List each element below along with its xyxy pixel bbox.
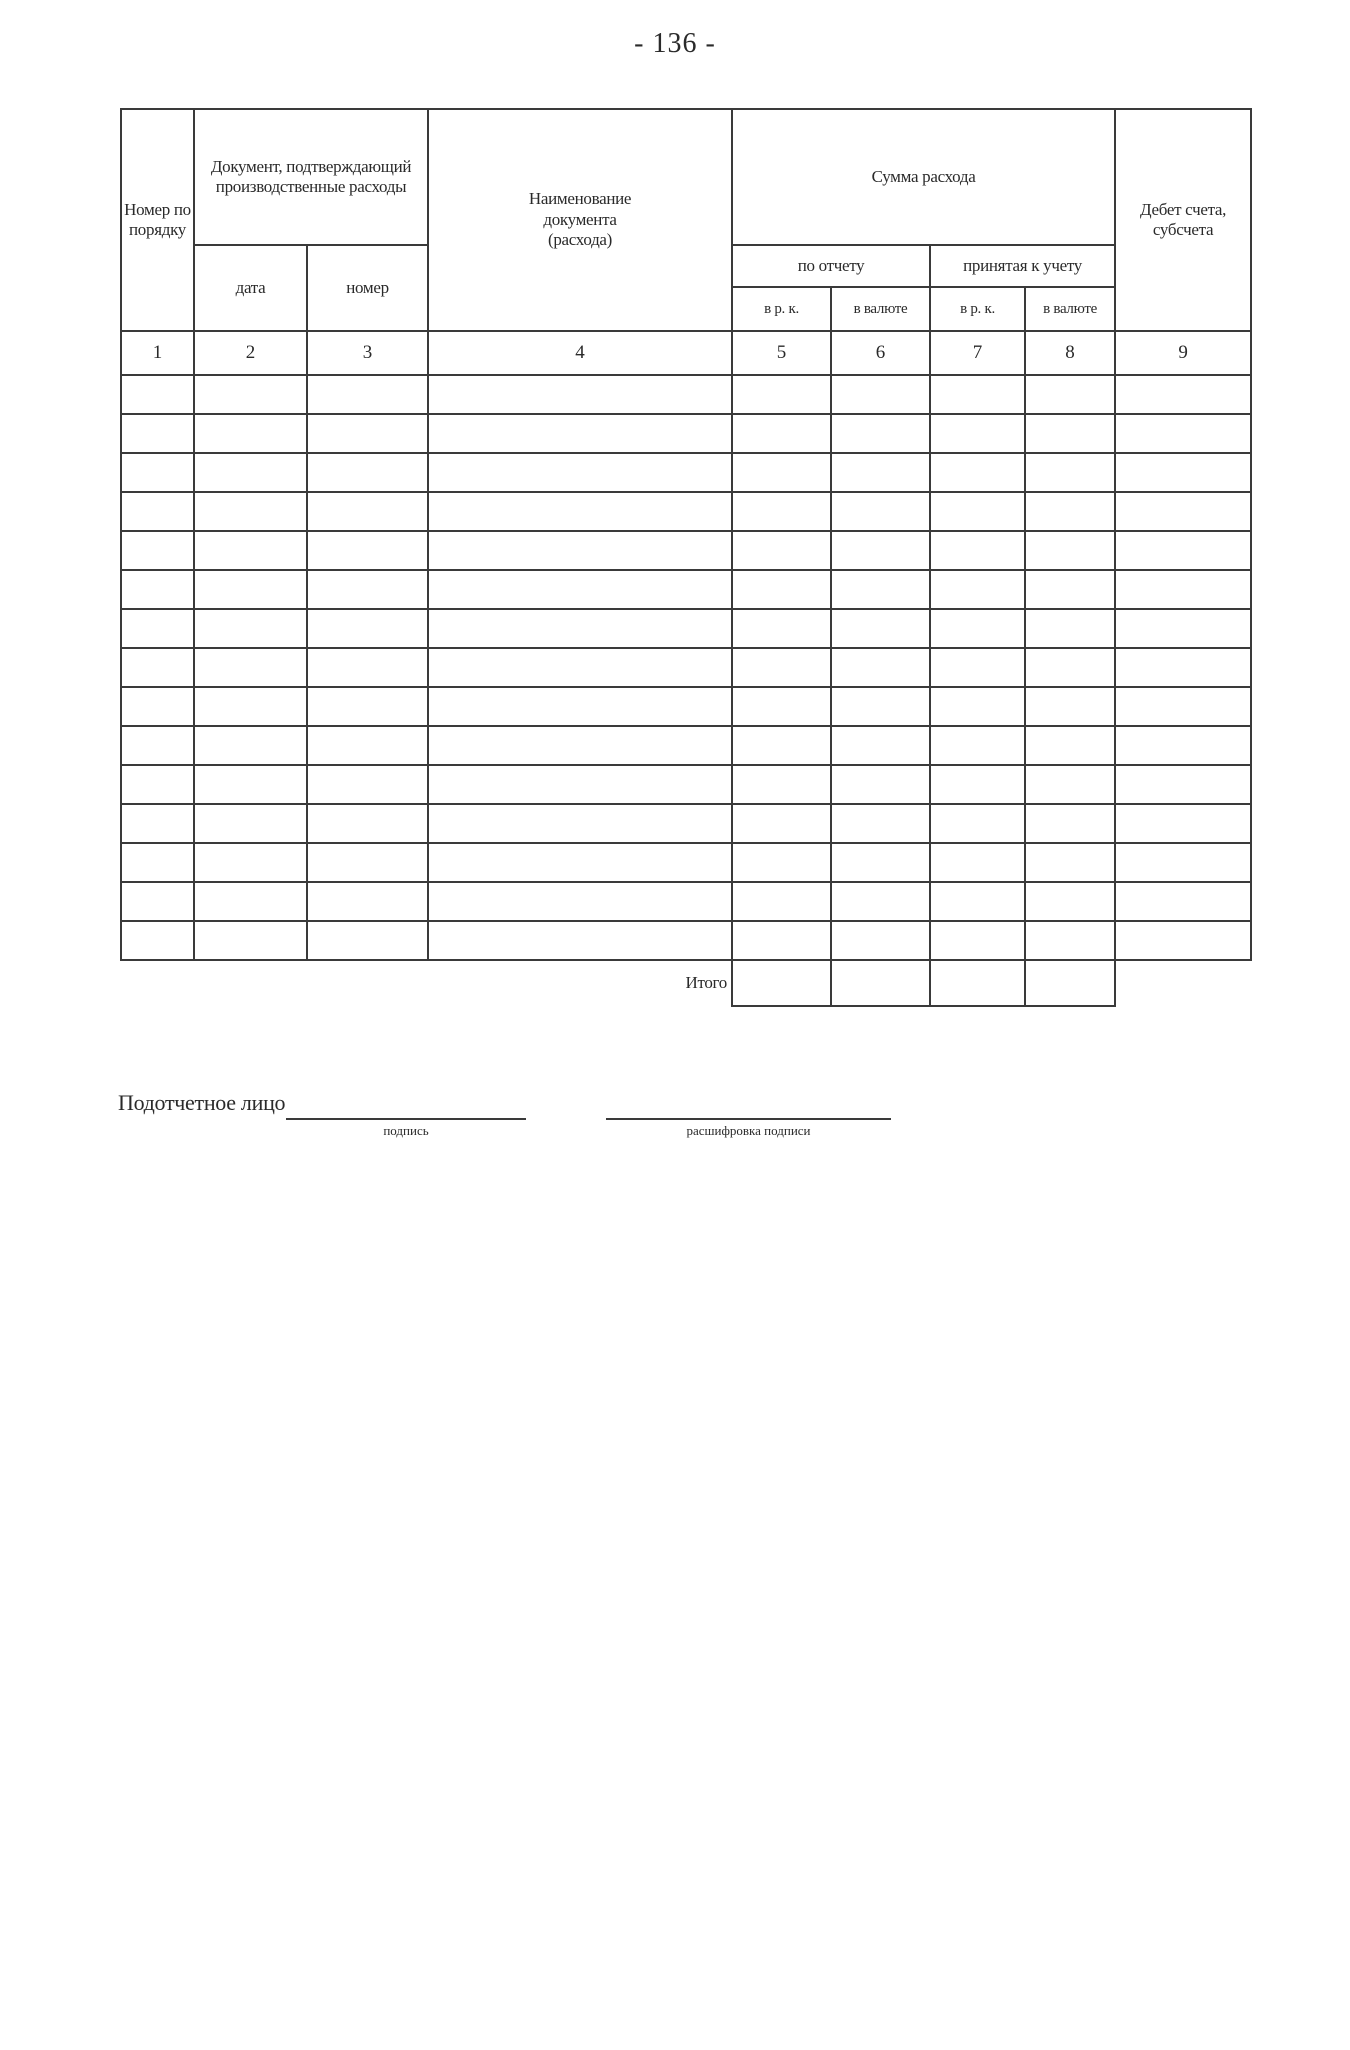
table-cell[interactable]: [428, 531, 732, 570]
table-cell[interactable]: [732, 609, 831, 648]
table-cell[interactable]: [428, 843, 732, 882]
table-cell[interactable]: [121, 609, 194, 648]
table-cell[interactable]: [121, 648, 194, 687]
table-cell[interactable]: [1025, 609, 1115, 648]
table-cell[interactable]: [1115, 765, 1251, 804]
table-row: [121, 570, 1251, 609]
column-number: 8: [1025, 331, 1115, 375]
header-number: Номер по порядку: [121, 109, 194, 331]
table-cell[interactable]: [121, 414, 194, 453]
table-cell[interactable]: [194, 687, 307, 726]
table-cell[interactable]: [732, 414, 831, 453]
table-cell[interactable]: [1115, 492, 1251, 531]
total-empty: [1115, 960, 1251, 1006]
table-row: [121, 453, 1251, 492]
table-cell[interactable]: [1025, 570, 1115, 609]
column-number: 5: [732, 331, 831, 375]
table-cell[interactable]: [732, 375, 831, 414]
header-date: дата: [194, 245, 307, 331]
table-cell[interactable]: [831, 609, 930, 648]
table-cell[interactable]: [121, 687, 194, 726]
table-cell[interactable]: [930, 726, 1025, 765]
table-cell[interactable]: [1115, 726, 1251, 765]
header-document-group: Документ, подтверждающий производственные расходы: [194, 109, 428, 245]
table-cell[interactable]: [121, 804, 194, 843]
table-cell[interactable]: [1025, 843, 1115, 882]
table-cell[interactable]: [831, 921, 930, 960]
page-number: - 136 -: [634, 28, 716, 59]
table-cell[interactable]: [1115, 687, 1251, 726]
table-cell[interactable]: [1115, 453, 1251, 492]
table-cell[interactable]: [121, 765, 194, 804]
table-cell[interactable]: [307, 375, 428, 414]
table-row: [121, 648, 1251, 687]
table-cell[interactable]: [307, 492, 428, 531]
table-cell[interactable]: [428, 609, 732, 648]
table-cell[interactable]: [428, 570, 732, 609]
table-cell[interactable]: [930, 687, 1025, 726]
table-cell[interactable]: [1025, 765, 1115, 804]
table-cell[interactable]: [930, 492, 1025, 531]
table-cell[interactable]: [732, 453, 831, 492]
table-row: [121, 882, 1251, 921]
table-cell[interactable]: [121, 921, 194, 960]
table-row: [121, 531, 1251, 570]
table-cell[interactable]: [831, 375, 930, 414]
table-cell[interactable]: [930, 453, 1025, 492]
table-cell[interactable]: [194, 648, 307, 687]
signature-decoding-caption: расшифровка подписи: [686, 1123, 811, 1138]
table-cell[interactable]: [307, 882, 428, 921]
table-cell[interactable]: [1115, 921, 1251, 960]
table-cell[interactable]: [194, 375, 307, 414]
table-cell[interactable]: [1025, 375, 1115, 414]
column-number: 4: [428, 331, 732, 375]
table-cell[interactable]: [930, 531, 1025, 570]
table-cell[interactable]: [1025, 492, 1115, 531]
table-cell[interactable]: [1025, 687, 1115, 726]
table-cell[interactable]: [194, 882, 307, 921]
table-cell[interactable]: [428, 375, 732, 414]
table-cell[interactable]: [831, 648, 930, 687]
table-cell[interactable]: [307, 609, 428, 648]
table-cell[interactable]: [428, 921, 732, 960]
table-row: [121, 804, 1251, 843]
table-cell[interactable]: [831, 804, 930, 843]
table-cell[interactable]: [732, 843, 831, 882]
table-cell[interactable]: [428, 492, 732, 531]
table-cell[interactable]: [732, 570, 831, 609]
signature-line[interactable]: [286, 1118, 526, 1120]
table-cell[interactable]: [121, 570, 194, 609]
table-cell[interactable]: [831, 531, 930, 570]
table-cell[interactable]: [831, 453, 930, 492]
table-cell[interactable]: [831, 765, 930, 804]
table-cell[interactable]: [831, 492, 930, 531]
table-cell[interactable]: [428, 453, 732, 492]
table-cell[interactable]: [732, 687, 831, 726]
table-cell[interactable]: [428, 804, 732, 843]
table-cell[interactable]: [732, 492, 831, 531]
column-number: 2: [194, 331, 307, 375]
table-cell[interactable]: [121, 531, 194, 570]
column-number: 1: [121, 331, 194, 375]
table-cell[interactable]: [307, 843, 428, 882]
table-cell[interactable]: [194, 453, 307, 492]
header-per-report: по отчету: [732, 245, 930, 287]
table-cell[interactable]: [1025, 531, 1115, 570]
table-cell[interactable]: [930, 375, 1025, 414]
table-cell[interactable]: [1115, 570, 1251, 609]
column-number: 6: [831, 331, 930, 375]
table-cell[interactable]: [121, 843, 194, 882]
total-cell[interactable]: [831, 960, 930, 1006]
table-cell[interactable]: [1115, 648, 1251, 687]
table-cell[interactable]: [307, 765, 428, 804]
table-row: [121, 492, 1251, 531]
header-in-rub-2: в р. к.: [930, 287, 1025, 331]
signature-caption: подпись: [383, 1123, 429, 1138]
table-cell[interactable]: [428, 648, 732, 687]
table-cell[interactable]: [307, 648, 428, 687]
table-cell[interactable]: [121, 492, 194, 531]
table-cell[interactable]: [1115, 531, 1251, 570]
table-cell[interactable]: [732, 882, 831, 921]
table-row: [121, 765, 1251, 804]
table-cell[interactable]: [307, 726, 428, 765]
column-number: 3: [307, 331, 428, 375]
table-cell[interactable]: [307, 687, 428, 726]
table-cell[interactable]: [194, 921, 307, 960]
table-cell[interactable]: [930, 804, 1025, 843]
total-cell[interactable]: [1025, 960, 1115, 1006]
table-cell[interactable]: [831, 843, 930, 882]
table-cell[interactable]: [307, 453, 428, 492]
table-row: [121, 414, 1251, 453]
header-doc-number: номер: [307, 245, 428, 331]
table-cell[interactable]: [732, 648, 831, 687]
table-cell[interactable]: [831, 882, 930, 921]
table-cell[interactable]: [194, 726, 307, 765]
table-cell[interactable]: [732, 531, 831, 570]
column-number: 7: [930, 331, 1025, 375]
table-cell[interactable]: [428, 726, 732, 765]
table-row: [121, 609, 1251, 648]
header-in-rub-1: в р. к.: [732, 287, 831, 331]
table-cell[interactable]: [831, 414, 930, 453]
table-cell[interactable]: [194, 570, 307, 609]
table-row: [121, 687, 1251, 726]
table-cell[interactable]: [194, 531, 307, 570]
table-cell[interactable]: [1115, 843, 1251, 882]
table-cell[interactable]: [194, 609, 307, 648]
table-row: [121, 375, 1251, 414]
table-cell[interactable]: [194, 843, 307, 882]
table-cell[interactable]: [930, 843, 1025, 882]
table-cell[interactable]: [930, 921, 1025, 960]
table-row: [121, 921, 1251, 960]
table-cell[interactable]: [121, 882, 194, 921]
signature-decoding-line[interactable]: [606, 1118, 891, 1120]
table-cell[interactable]: [831, 570, 930, 609]
header-expense-sum: Сумма расхода: [732, 109, 1115, 245]
table-cell[interactable]: [307, 570, 428, 609]
header-document-name: Наименование документа (расхода): [428, 109, 732, 331]
table-cell[interactable]: [930, 414, 1025, 453]
table-cell[interactable]: [428, 765, 732, 804]
table-cell[interactable]: [1025, 453, 1115, 492]
table-cell[interactable]: [307, 804, 428, 843]
table-cell[interactable]: [1115, 414, 1251, 453]
expense-report-table: [120, 108, 1252, 1007]
table-cell[interactable]: [732, 726, 831, 765]
table-cell[interactable]: [307, 414, 428, 453]
table-cell[interactable]: [194, 804, 307, 843]
table-cell[interactable]: [930, 765, 1025, 804]
table-cell[interactable]: [1115, 375, 1251, 414]
table-cell[interactable]: [1115, 882, 1251, 921]
table-cell[interactable]: [1025, 414, 1115, 453]
table-cell[interactable]: [194, 414, 307, 453]
table-cell[interactable]: [428, 882, 732, 921]
signature-label: Подотчетное лицо: [118, 1090, 286, 1115]
total-cell[interactable]: [930, 960, 1025, 1006]
table-cell[interactable]: [121, 375, 194, 414]
table-cell[interactable]: [930, 609, 1025, 648]
total-cell[interactable]: [732, 960, 831, 1006]
table-cell[interactable]: [930, 648, 1025, 687]
total-label: Итого: [121, 960, 732, 1006]
table-cell[interactable]: [831, 726, 930, 765]
table-cell[interactable]: [428, 687, 732, 726]
table-cell[interactable]: [930, 882, 1025, 921]
total-row: [121, 960, 1251, 1006]
table-cell[interactable]: [194, 492, 307, 531]
table-cell[interactable]: [831, 687, 930, 726]
table-cell[interactable]: [1025, 726, 1115, 765]
table-cell[interactable]: [732, 765, 831, 804]
table-cell[interactable]: [194, 765, 307, 804]
signature-block: [118, 1090, 1118, 1150]
table-cell[interactable]: [732, 804, 831, 843]
header-debit-account: Дебет счета, субсчета: [1115, 109, 1251, 331]
table-cell[interactable]: [121, 453, 194, 492]
header-accepted: принятая к учету: [930, 245, 1115, 287]
table-cell[interactable]: [1115, 609, 1251, 648]
table-cell[interactable]: [1025, 921, 1115, 960]
table-cell[interactable]: [732, 921, 831, 960]
header-in-currency-1: в валюте: [831, 287, 930, 331]
table-row: [121, 726, 1251, 765]
table-cell[interactable]: [930, 570, 1025, 609]
table-cell[interactable]: [1025, 882, 1115, 921]
header-in-currency-2: в валюте: [1025, 287, 1115, 331]
table-cell[interactable]: [307, 531, 428, 570]
table-cell[interactable]: [1115, 804, 1251, 843]
table-cell[interactable]: [121, 726, 194, 765]
column-number: 9: [1115, 331, 1251, 375]
table-cell[interactable]: [1025, 804, 1115, 843]
table-cell[interactable]: [307, 921, 428, 960]
table-cell[interactable]: [428, 414, 732, 453]
table-row: [121, 843, 1251, 882]
table-cell[interactable]: [1025, 648, 1115, 687]
